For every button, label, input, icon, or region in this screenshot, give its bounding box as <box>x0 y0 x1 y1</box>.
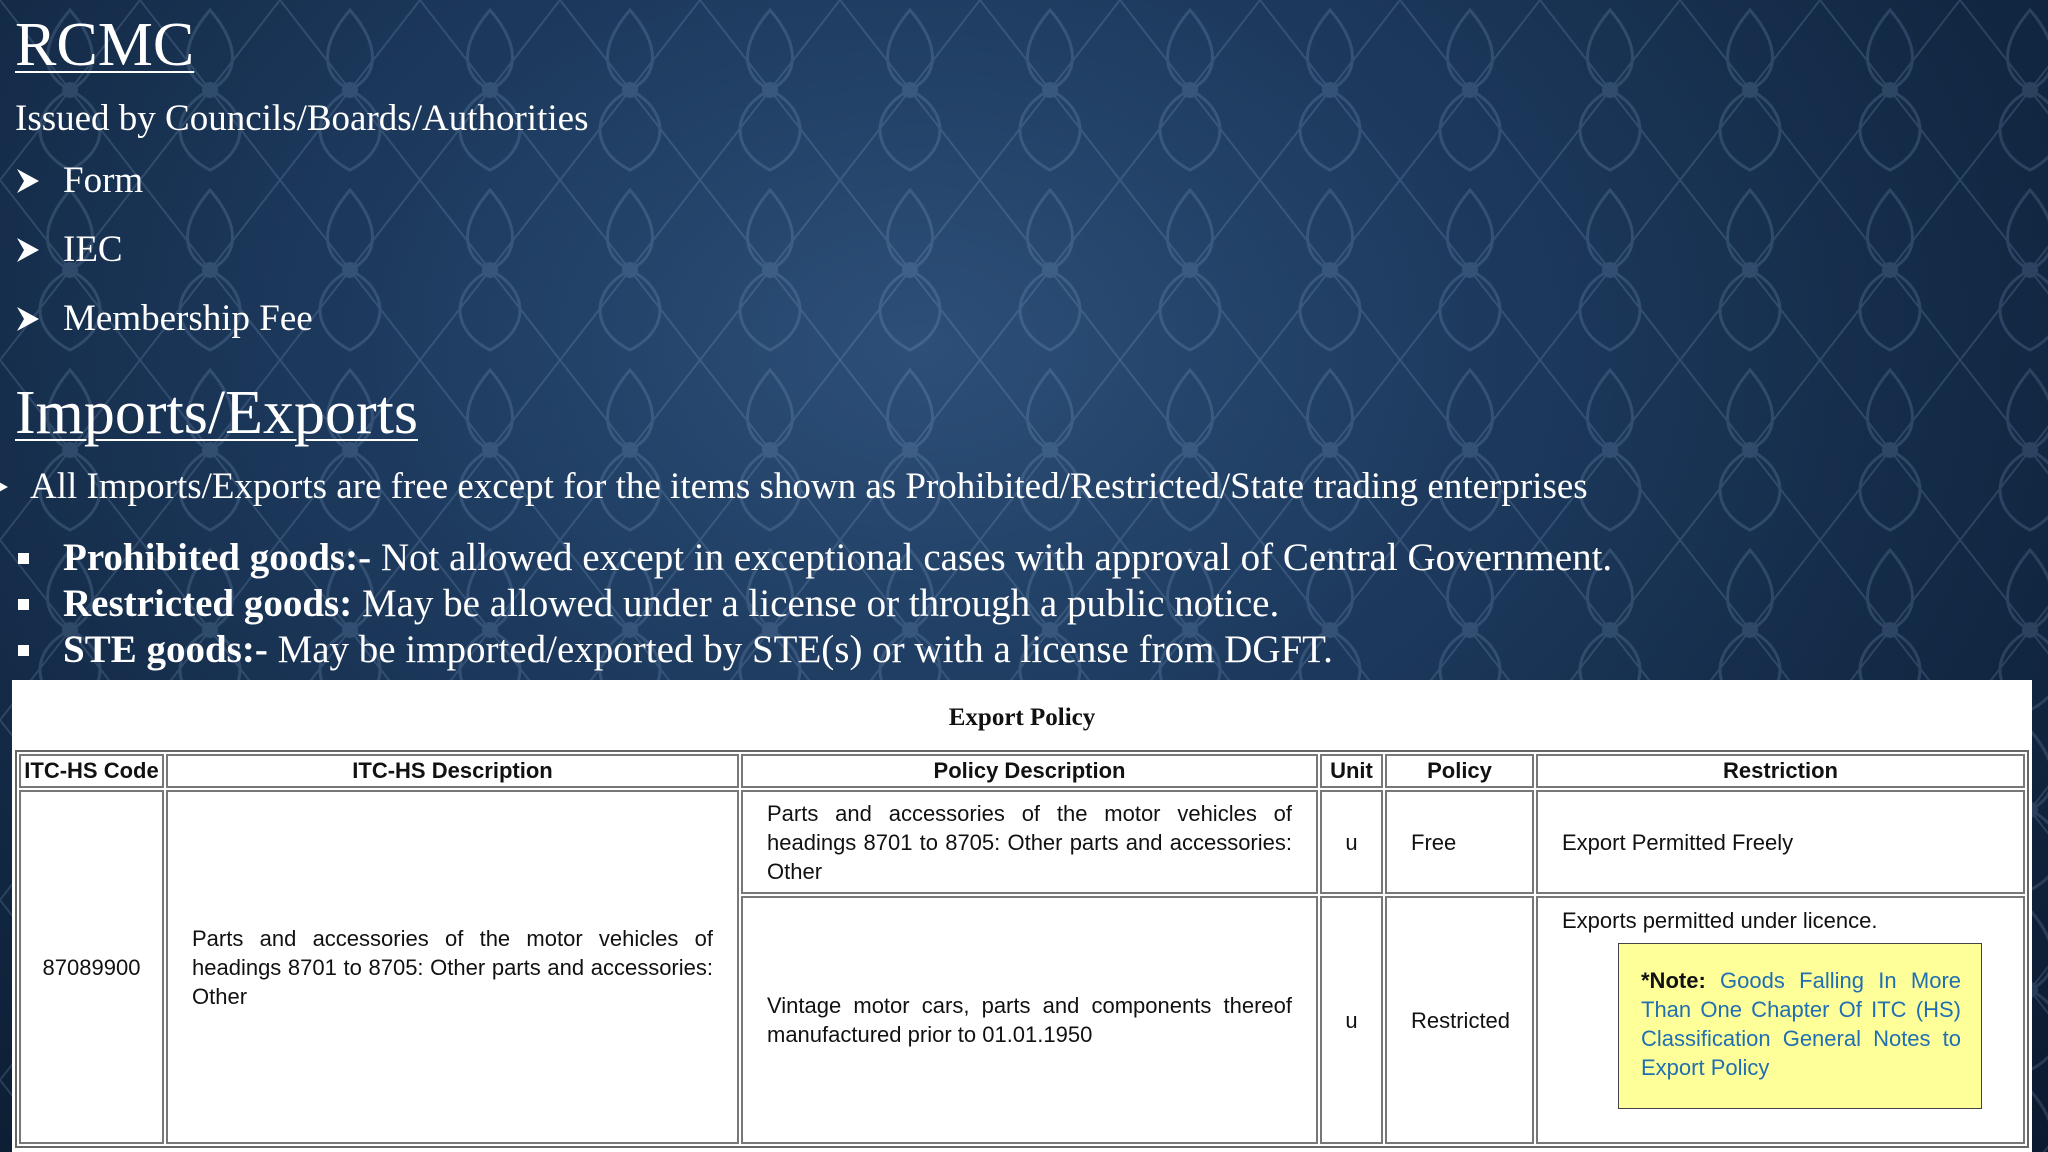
category-text: May be allowed under a license or through a public notice. <box>352 582 1280 625</box>
intro-statement <box>0 468 1588 505</box>
unit-cell: u <box>1320 790 1383 894</box>
category-text: Not allowed except in exceptional cases with approval of Central Government. <box>371 536 1613 579</box>
category-term: Prohibited goods:- <box>63 536 372 579</box>
column-header: Unit <box>1320 754 1383 788</box>
category-term: STE goods:- <box>63 628 268 671</box>
square-bullet-icon <box>18 645 29 656</box>
rcmc-title: RCMC <box>15 11 195 79</box>
export-policy-panel <box>12 680 2032 1152</box>
column-header: ITC-HS Description <box>166 754 739 788</box>
itc-hs-description-cell: Parts and accessories of the motor vehicles of headings 8701 to 8705: Other parts and accessories: Other <box>166 790 739 1144</box>
list-item <box>15 162 143 199</box>
category-text: May be imported/exported by STE(s) or with a license from DGFT. <box>267 628 1333 671</box>
policy-description-cell: Parts and accessories of the motor vehicles of headings 8701 to 8705: Other parts and accessories: Other <box>741 790 1318 894</box>
arrow-bullet-icon <box>15 167 45 195</box>
rcmc-item-label: IEC <box>63 229 123 270</box>
unit-cell: u <box>1320 896 1383 1144</box>
rcmc-item-label: Membership Fee <box>63 298 313 339</box>
restriction-cell <box>1536 896 2025 1144</box>
column-header: Restriction <box>1536 754 2025 788</box>
policy-cell: Free <box>1385 790 1534 894</box>
note-link[interactable]: Goods Falling In More Than One Chapter Of ITC (HS) Classification General Notes to Export Policy <box>1641 968 1961 1080</box>
rcmc-item-label: Form <box>63 160 144 201</box>
restriction-cell: Export Permitted Freely <box>1536 790 2025 894</box>
column-header: ITC-HS Code <box>19 754 164 788</box>
imports-exports-title: Imports/Exports <box>15 379 418 447</box>
note-box <box>1618 943 1982 1109</box>
arrow-bullet-icon <box>15 305 45 333</box>
rcmc-subtitle: Issued by Councils/Boards/Authorities <box>15 98 589 139</box>
intro-text: All Imports/Exports are free except for the items shown as Prohibited/Restricted/State trading enterprises <box>30 466 1588 507</box>
arrow-bullet-icon <box>0 473 12 501</box>
square-bullet-icon <box>18 553 29 564</box>
column-header: Policy Description <box>741 754 1318 788</box>
restriction-text: Exports permitted under licence. <box>1562 908 1878 933</box>
column-header: Policy <box>1385 754 1534 788</box>
list-item <box>15 231 123 268</box>
list-item <box>18 630 1333 669</box>
square-bullet-icon <box>18 599 29 610</box>
policy-cell: Restricted <box>1385 896 1534 1144</box>
category-term: Restricted goods: <box>63 582 353 625</box>
table-row <box>19 790 2025 894</box>
itc-hs-code-cell: 87089900 <box>19 790 164 1144</box>
export-policy-table <box>15 750 2029 1148</box>
list-item <box>18 584 1279 623</box>
list-item <box>18 538 1612 577</box>
list-item <box>15 300 313 337</box>
table-caption: Export Policy <box>948 704 1096 731</box>
arrow-bullet-icon <box>15 236 45 264</box>
policy-description-cell: Vintage motor cars, parts and components thereof manufactured prior to 01.01.1950 <box>741 896 1318 1144</box>
note-label: *Note: <box>1641 968 1706 993</box>
table-header-row <box>19 754 2025 788</box>
